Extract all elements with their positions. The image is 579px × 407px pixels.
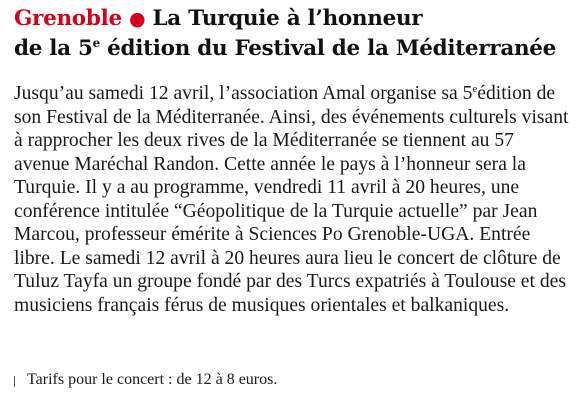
headline-kicker-city: Grenoble — [14, 6, 122, 31]
headline-line-1: La Turquie à l’honneur — [145, 6, 423, 31]
price-info — [14, 370, 277, 390]
headline-line-2-start: de la 5 — [14, 36, 93, 61]
article — [14, 4, 570, 317]
article-body — [14, 82, 570, 317]
info-marker-icon — [14, 376, 15, 387]
article-headline — [14, 4, 570, 64]
body-text-part-1: Jusqu’au samedi 12 avril, l’association Amal organise sa 5 — [14, 83, 473, 104]
headline-bullet-icon: ● — [129, 8, 146, 30]
body-text-part-2: édition de son Festival de la Méditerranée. Ainsi, des événements culturels visant à rapprocher les deux rives de la Méditerranée se tiennent au 57 avenue Maréchal Randon. Cette année le pays à l’honneur sera la Turquie. Il y a au programme, vendredi 11 avril à 20 heures, une conférence intitulée “Géopolitique de la Turquie actuelle” par Jean Marcou, professeur émérite à Sciences Po Grenoble-UGA. Entrée libre. Le samedi 12 avril à 20 heures aura lieu le concert de clôture de Tuluz Tayfa un groupe fondé par des Turcs expatriés à Toulouse et des musiciens français férus de musiques orientales et balkaniques. — [14, 83, 569, 316]
headline-superscript: e — [92, 36, 100, 50]
body-superscript: e — [472, 83, 478, 95]
headline-line-2-end: édition du Festival de la Méditerranée — [99, 36, 557, 61]
price-info-text: Tarifs pour le concert : de 12 à 8 euros. — [27, 371, 278, 388]
